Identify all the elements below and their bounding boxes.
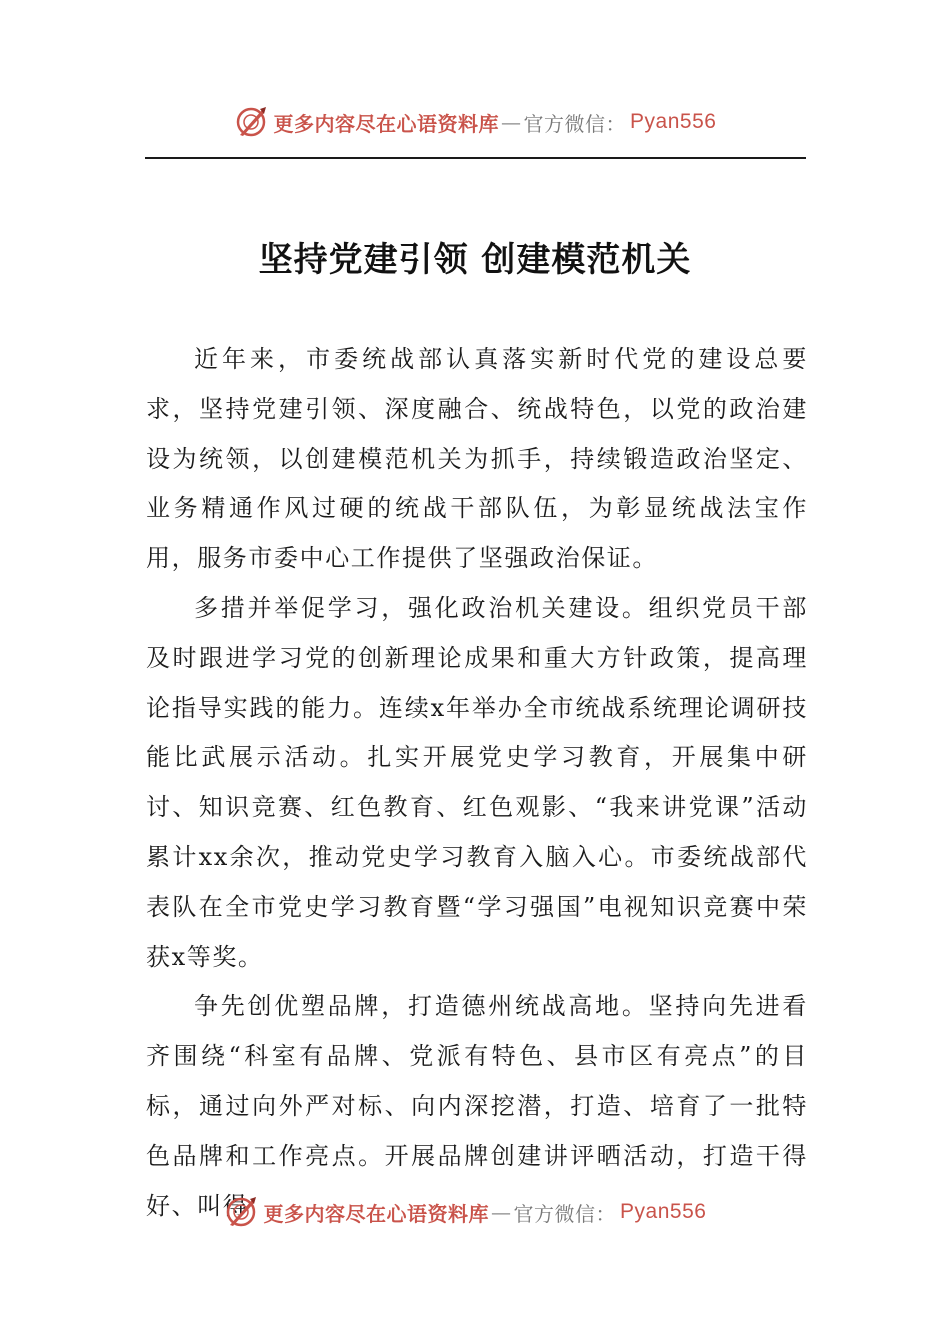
document-body <box>146 335 808 1231</box>
paragraph-1: 近年来，市委统战部认真落实新时代党的建设总要求，坚持党建引领、深度融合、统战特色，以党的政治建设为统领，以创建模范机关为抓手，持续锻造政治坚定、业务精通作风过硬的统战干部队伍，为彰显统战法宝作用，服务市委中心工作提供了坚强政治保证。 <box>146 345 808 573</box>
header-wechat-label: 官方微信： <box>523 111 627 136</box>
footer-banner <box>0 1192 940 1232</box>
paragraph-3: 争先创优塑品牌，打造德州统战高地。坚持向先进看齐围绕“科室有品牌、党派有特色、县市区有亮点”的目标，通过向外严对标、向内深挖潜，打造、培育了一批特色品牌和工作亮点。开展品牌创建讲评晒活动，打造干得好、叫得 <box>146 992 808 1220</box>
header-wechat-id: Pyan556 <box>630 110 717 133</box>
footer-brand: 更多内容尽在心语资料库 <box>263 1201 490 1226</box>
quill-logo-icon <box>234 105 268 139</box>
header-dash: — <box>501 110 522 134</box>
header-divider <box>145 157 806 159</box>
document-title: 坚持党建引领 创建模范机关 <box>258 240 692 280</box>
header-text <box>274 108 717 137</box>
footer-dash: — <box>491 1200 512 1224</box>
footer-wechat-label: 官方微信： <box>513 1201 617 1226</box>
header-banner <box>0 102 950 142</box>
header-brand: 更多内容尽在心语资料库 <box>273 111 500 136</box>
quill-logo-icon <box>224 1195 258 1229</box>
footer-wechat-id: Pyan556 <box>620 1200 707 1223</box>
paragraph-2: 多措并举促学习，强化政治机关建设。组织党员干部及时跟进学习党的创新理论成果和重大方针政策，提高理论指导实践的能力。连续x年举办全市统战系统理论调研技能比武展示活动。扎实开展党史学习教育，开展集中研讨、知识竞赛、红色教育、红色观影、“我来讲党课”活动累计xx余次，推动党史学习教育入脑入心。市委统战部代表队在全市党史学习教育暨“学习强国”电视知识竞赛中荣获x等奖。 <box>146 593 808 971</box>
footer-text <box>264 1198 707 1227</box>
